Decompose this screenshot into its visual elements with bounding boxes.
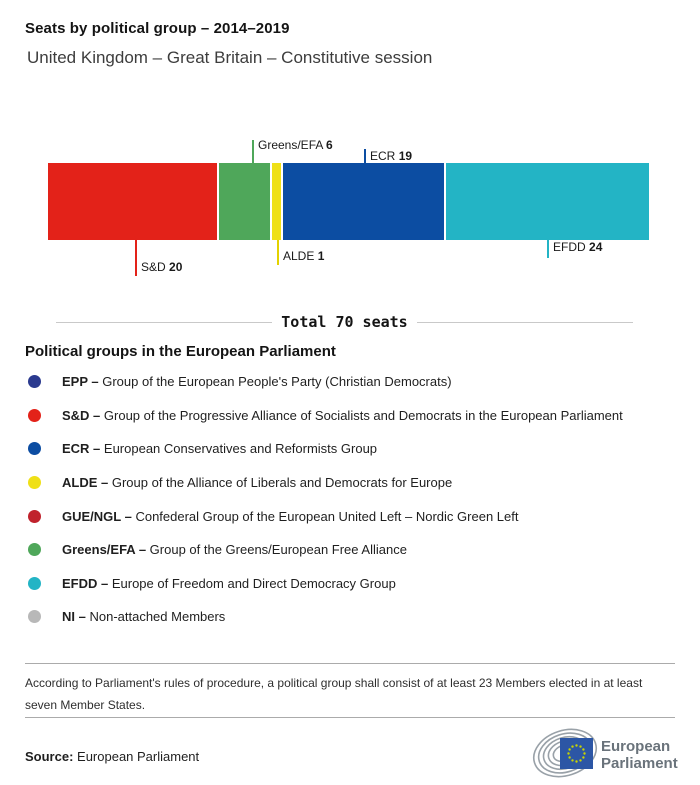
footer-divider-bottom [25,717,675,718]
legend-item-text: GUE/NGL – Confederal Group of the European United Left – Nordic Green Left [62,508,519,524]
legend-color-dot [28,577,41,590]
legend-color-dot [28,409,41,422]
label-greens-efa [258,138,333,152]
legend-item [25,533,685,567]
label-ecr-seats: 19 [398,149,413,163]
seats-stacked-bar [48,163,649,240]
legend-heading: Political groups in the European Parliament [25,343,336,360]
legend-color-dot [28,510,41,523]
bar-segment-greens-efa [219,163,270,240]
tick-efdd [547,240,549,258]
legend-item-text: NI – Non-attached Members [62,609,226,625]
bar-segment-efdd [446,163,649,240]
legend-color-dot [28,543,41,556]
legend-color-dot [28,375,41,388]
label-efdd-seats: 24 [589,240,603,254]
legend-item-text: EFDD – Europe of Freedom and Direct Democracy Group [62,575,396,591]
source-label: Source: [25,749,74,764]
footer-divider-top [25,663,675,664]
logo-text-line2: Parliament [601,755,678,772]
total-seats-label: Total 70 seats [281,313,408,331]
source-line [25,749,199,764]
legend-item-text: ECR – European Conservatives and Reformists Group [62,441,378,457]
bar-segment-alde [272,163,280,240]
label-greens-efa-seats: 6 [326,138,333,152]
legend-item [25,499,685,533]
legend-color-dot [28,476,41,489]
label-efdd [553,240,602,254]
legend-item [25,365,685,399]
tick-ecr [364,149,366,163]
eu-flag-icon [560,738,593,769]
label-alde-name: ALDE [283,249,315,263]
tick-greens-efa [252,140,254,163]
total-left-rule [56,322,272,323]
label-alde [283,249,324,263]
legend-color-dot [28,442,41,455]
label-ecr-name: ECR [370,149,396,163]
label-sd [141,260,182,274]
legend-list [25,365,685,634]
legend-item [25,567,685,601]
european-parliament-logo [527,726,693,785]
label-ecr [370,149,412,163]
bar-segment-s-d [48,163,217,240]
legend-item [25,466,685,500]
source-value: European Parliament [73,749,200,764]
legend-item-text: Greens/EFA – Group of the Greens/European Free Alliance [62,542,407,558]
tick-sd [135,240,137,276]
footnote: According to Parliament's rules of procedure, a political group shall consist of at least 23 Members elected in at least seven Member States. [25,676,643,712]
legend-item [25,600,685,634]
total-right-rule [417,322,633,323]
tick-alde [277,240,279,265]
total-seats-row [56,313,633,331]
label-sd-name: S&D [141,260,166,274]
legend-item [25,432,685,466]
logo-text-line1: European [601,738,671,755]
page-subtitle: United Kingdom – Great Britain – Constitutive session [27,48,433,67]
label-sd-seats: 20 [169,260,183,274]
bar-segment-ecr [283,163,444,240]
legend-item-text: S&D – Group of the Progressive Alliance of Socialists and Democrats in the European Parliament [62,407,623,423]
page-title: Seats by political group – 2014–2019 [25,20,290,37]
label-alde-seats: 1 [317,249,325,263]
legend-item-text: ALDE – Group of the Alliance of Liberals and Democrats for Europe [62,475,453,491]
legend-item [25,399,685,433]
label-efdd-name: EFDD [553,240,586,254]
label-greens-efa-name: Greens/EFA [258,138,323,152]
legend-color-dot [28,610,41,623]
legend-item-text: EPP – Group of the European People's Party (Christian Democrats) [62,374,452,390]
